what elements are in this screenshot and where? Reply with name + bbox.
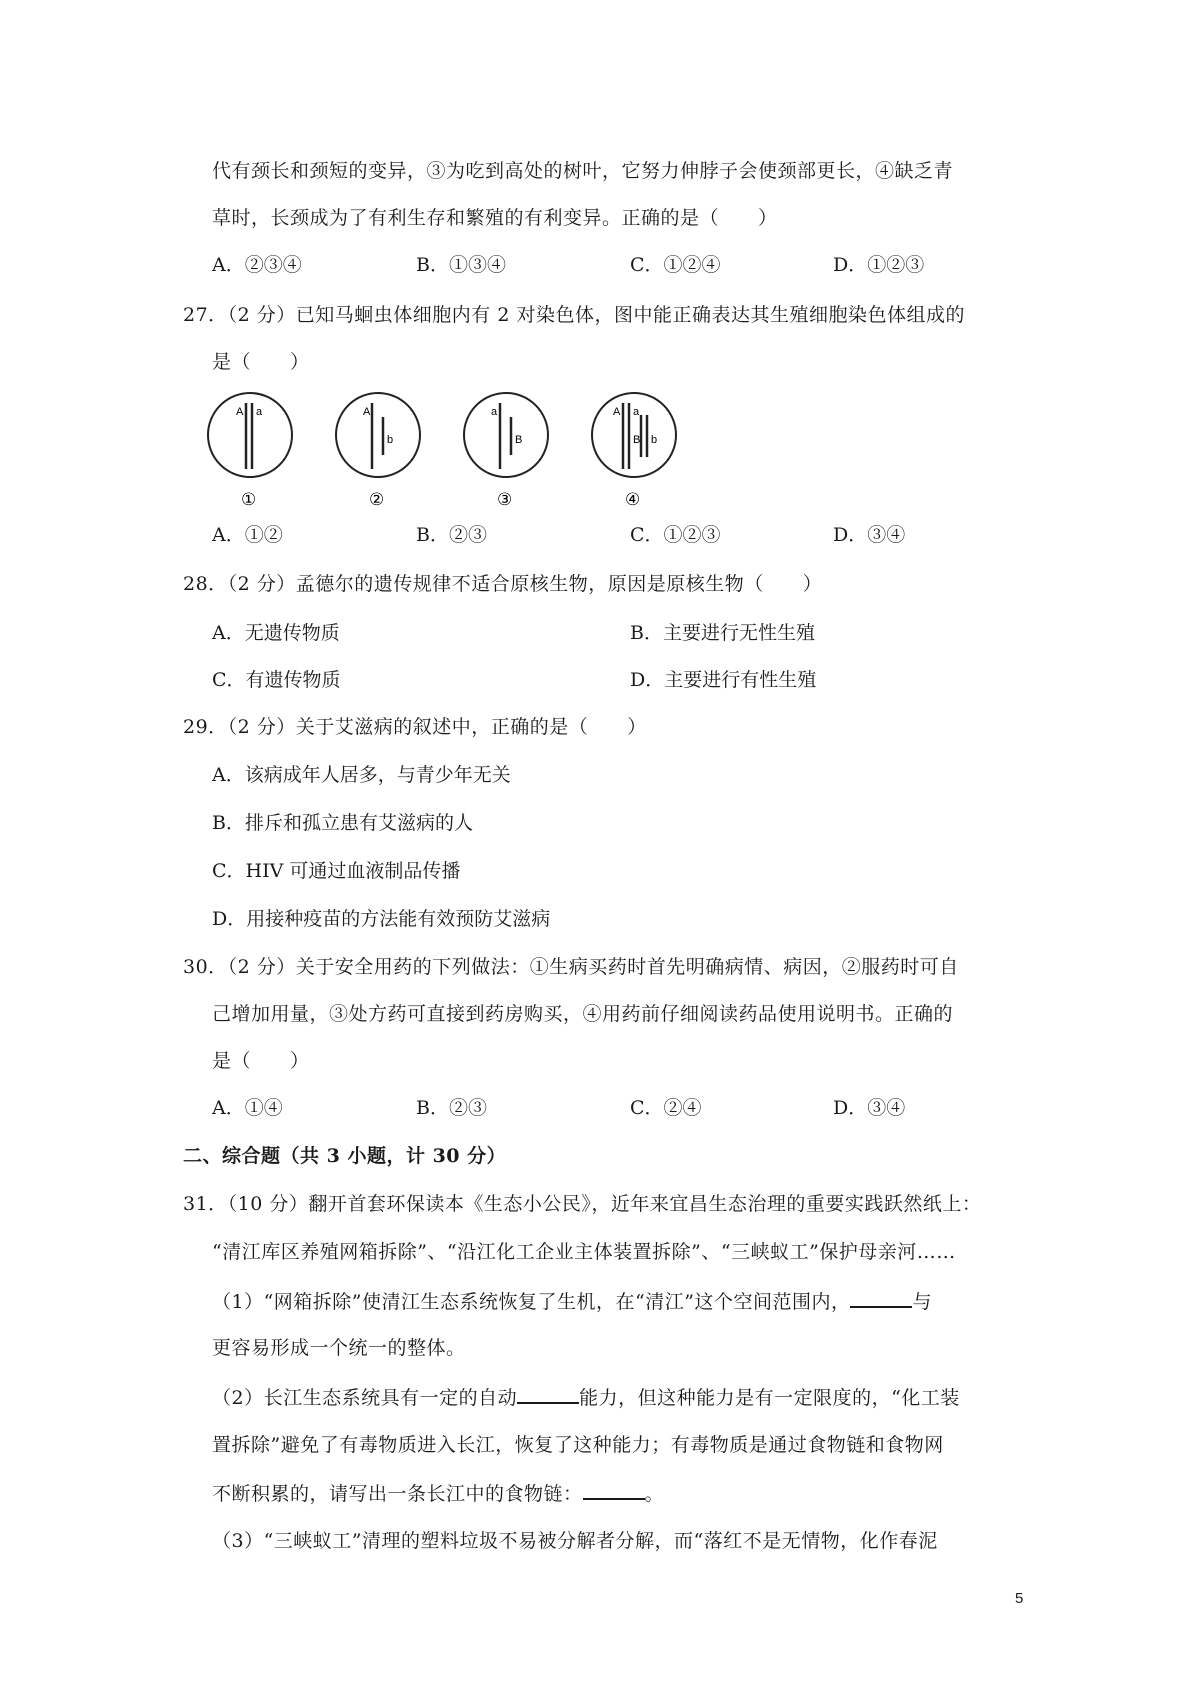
q28-line1: 28．（2 分）孟德尔的遗传规律不适合原核生物，原因是原核生物（ ） [183, 573, 823, 595]
q27-option-b: B．②③ [416, 524, 487, 546]
cell-4-label-2: a [633, 406, 640, 418]
q30-option-b: B．②③ [416, 1097, 487, 1119]
page-number: 5 [1015, 1590, 1024, 1607]
cell-2 [336, 393, 420, 509]
cell-4 [592, 393, 676, 509]
q29-option-a: A．该病成年人居多，与青少年无关 [212, 764, 511, 786]
q31-part2-text-d: 不断积累的，请写出一条长江中的食物链： [212, 1483, 583, 1505]
q31-part1-blank[interactable] [850, 1288, 912, 1308]
q28-option-b: B．主要进行无性生殖 [630, 622, 815, 644]
q28-option-a: A．无遗传物质 [212, 622, 340, 644]
q28-option-d: D．主要进行有性生殖 [630, 669, 817, 691]
q31-line1: 31．（10 分）翻开首套环保读本《生态小公民》，近年来宜昌生态治理的重要实践跃然纸上： [183, 1193, 982, 1215]
cell-4-label-1: A [613, 406, 621, 418]
q29-option-d: D．用接种疫苗的方法能有效预防艾滋病 [212, 908, 551, 930]
q30-option-c: C．②④ [630, 1097, 702, 1119]
q31-part2-line2: 置拆除”避免了有毒物质进入长江，恢复了这种能力；有毒物质是通过食物链和食物网 [212, 1434, 944, 1456]
cell-2-label-1: A [363, 406, 371, 418]
q27-option-a: A．①② [212, 524, 283, 546]
q31-part2-blank-1[interactable] [517, 1384, 579, 1404]
cell-3-label-2: B [515, 434, 523, 446]
q26-line1: 代有颈长和颈短的变异，③为吃到高处的树叶，它努力伸脖子会使颈部更长，④缺乏青 [212, 160, 954, 182]
q31-part1-text-a: （1）“网箱拆除”使清江生态系统恢复了生机，在“清江”这个空间范围内， [212, 1291, 851, 1313]
q30-line2: 己增加用量，③处方药可直接到药房购买，④用药前仔细阅读药品使用说明书。正确的 [212, 1003, 954, 1025]
q31-part3-line1: （3）“三峡蚁工”清理的塑料垃圾不易被分解者分解，而“落红不是无情物，化作春泥 [212, 1530, 938, 1552]
q30-line1: 30．（2 分）关于安全用药的下列做法：①生病买药时首先明确病情、病因，②服药时可自 [183, 956, 959, 978]
cell-1-label-a-upper: A [236, 406, 244, 418]
q30-option-d: D．③④ [833, 1097, 906, 1119]
cell-3-number: ③ [497, 490, 513, 509]
cell-4-number: ④ [625, 490, 641, 509]
q27-option-d: D．③④ [833, 524, 906, 546]
q31-part1-text-b: 与 [912, 1291, 932, 1313]
q30-line3: 是（ ） [212, 1050, 310, 1072]
q27-line2: 是（ ） [212, 351, 310, 373]
q31-part2-line1 [212, 1384, 960, 1411]
q29-option-c: C．HIV 可通过血液制品传播 [212, 860, 461, 882]
chromosome-figure [200, 385, 720, 515]
q26-option-d: D．①②③ [833, 254, 925, 276]
cell-1-label-a-lower: a [256, 406, 263, 418]
q31-part2-text-b: 能力，但这种能力是有一定限度的，“化工装 [579, 1387, 960, 1409]
q30-option-a: A．①④ [212, 1097, 283, 1119]
q31-part2-line3 [212, 1480, 664, 1507]
cell-1-number: ① [241, 490, 257, 509]
section-title: 二、综合题（共 3 小题，计 30 分） [183, 1145, 507, 1167]
q28-option-c: C．有遗传物质 [212, 669, 341, 691]
q31-part2-blank-2[interactable] [583, 1480, 645, 1500]
q31-part1-line [212, 1288, 932, 1315]
cell-3 [464, 393, 548, 509]
cell-2-number: ② [369, 490, 385, 509]
q26-option-a: A．②③④ [212, 254, 302, 276]
q31-line2: “清江库区养殖网箱拆除”、“沿江化工企业主体装置拆除”、“三峡蚁工”保护母亲河…… [212, 1241, 956, 1263]
q27-option-c: C．①②③ [630, 524, 721, 546]
q26-option-c: C．①②④ [630, 254, 721, 276]
q26-option-b: B．①③④ [416, 254, 506, 276]
q31-part2-text-a: （2）长江生态系统具有一定的自动 [212, 1387, 518, 1409]
cell-3-label-1: a [491, 406, 498, 418]
q31-part1-line2: 更容易形成一个统一的整体。 [212, 1337, 466, 1359]
cell-1 [208, 393, 292, 509]
cell-2-label-2: b [387, 434, 394, 446]
cell-4-label-3: B [633, 434, 641, 446]
q31-part2-text-e: 。 [644, 1483, 665, 1505]
q29-option-b: B．排斥和孤立患有艾滋病的人 [212, 812, 473, 834]
q27-line1: 27．（2 分）已知马蛔虫体细胞内有 2 对染色体，图中能正确表达其生殖细胞染色体组成的 [183, 304, 965, 326]
cell-4-label-4: b [651, 434, 658, 446]
q29-line1: 29．（2 分）关于艾滋病的叙述中，正确的是（ ） [183, 716, 647, 738]
q26-line2: 草时，长颈成为了有利生存和繁殖的有利变异。正确的是（ ） [212, 207, 778, 229]
